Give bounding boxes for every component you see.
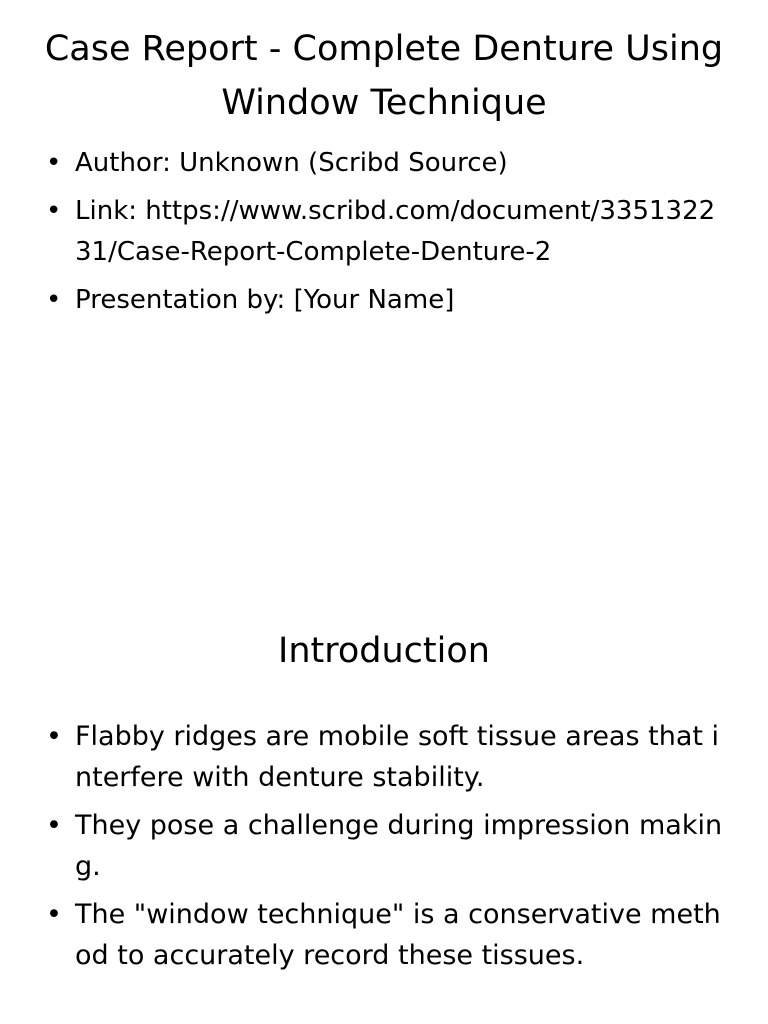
bullet-list bbox=[46, 716, 726, 983]
bullet-icon: • bbox=[46, 899, 62, 930]
slide-introduction bbox=[0, 576, 768, 1024]
bullet-presenter bbox=[46, 280, 726, 321]
bullet-text: The "window technique" is a conservative method to accurately record these tissues. bbox=[75, 899, 721, 971]
bullet-text: They pose a challenge during impression making. bbox=[75, 810, 723, 882]
slide-title: Introduction bbox=[278, 631, 490, 671]
bullet-text: Presentation by: [Your Name] bbox=[75, 285, 455, 315]
bullet-author bbox=[46, 143, 726, 184]
bullet-icon: • bbox=[46, 285, 62, 315]
bullet-icon: • bbox=[46, 810, 62, 841]
bullet-link bbox=[46, 191, 726, 273]
bullet-icon: • bbox=[46, 721, 62, 752]
bullet-icon: • bbox=[46, 148, 62, 178]
bullet-text: Link: https://www.scribd.com/document/335132231/Case-Report-Complete-Denture-2 bbox=[75, 196, 716, 267]
bullet-text: Author: Unknown (Scribd Source) bbox=[75, 148, 508, 178]
bullet-icon: • bbox=[46, 196, 62, 226]
bullet-text: Flabby ridges are mobile soft tissue areas that interfere with denture stability. bbox=[75, 721, 720, 793]
bullet-flabby-ridges bbox=[46, 716, 726, 798]
bullet-challenge bbox=[46, 805, 726, 887]
slide-title: Case Report - Complete Denture Using Window Technique bbox=[44, 29, 724, 123]
bullet-list bbox=[46, 143, 726, 328]
bullet-window-technique bbox=[46, 894, 726, 976]
